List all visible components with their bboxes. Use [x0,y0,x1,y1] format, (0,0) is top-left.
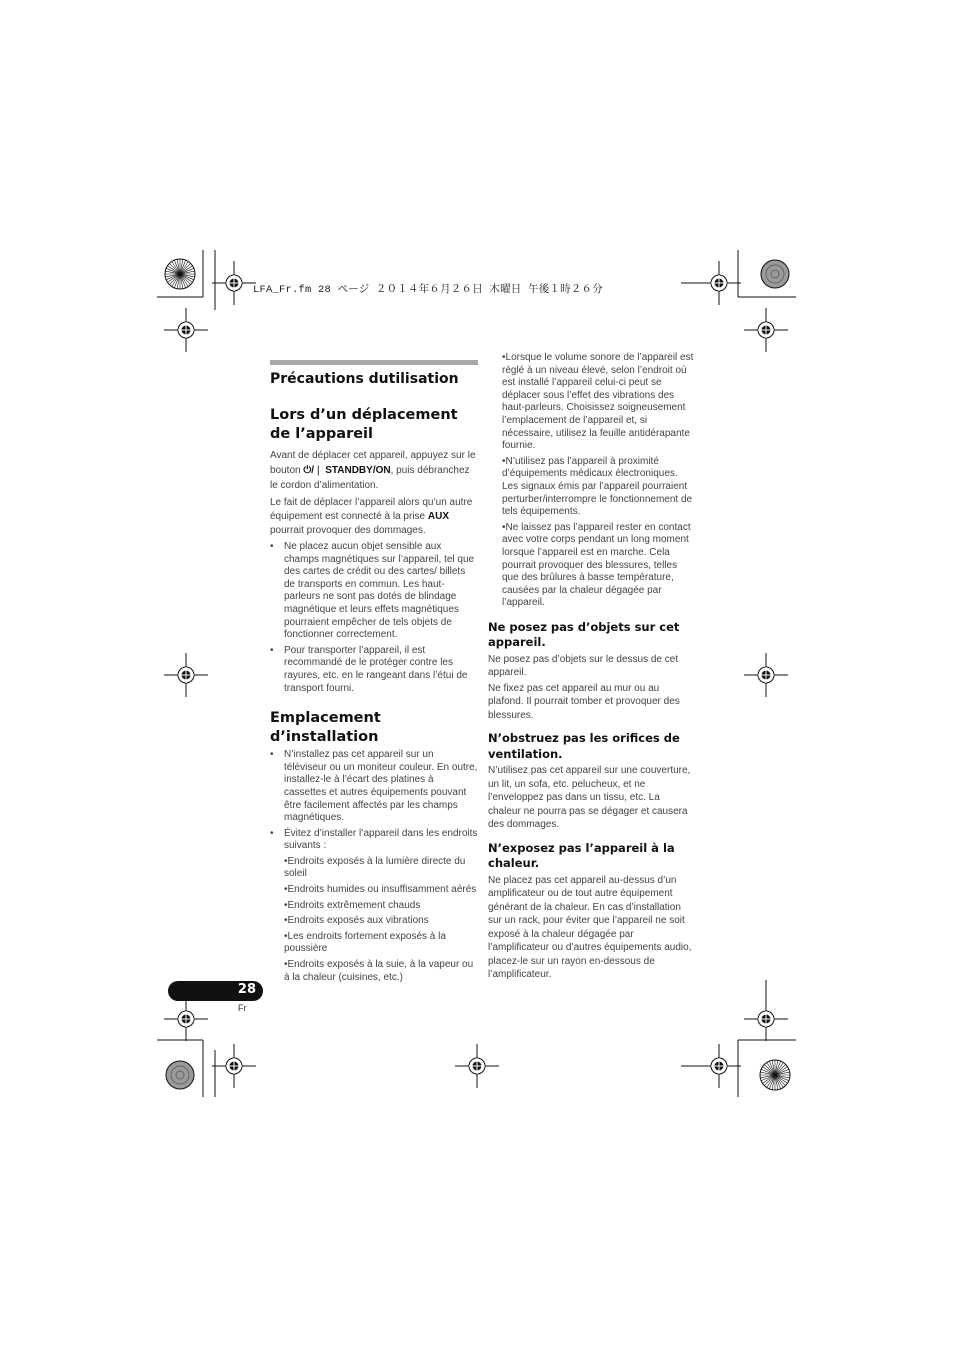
section-title: Précautions dutilisation [270,371,459,387]
objects-heading: Ne posez pas d’objets sur cet appareil. [488,619,680,650]
right-top-items [488,352,694,610]
list-item: • N’installez pas cet appareil sur un téléviseur ou un moniteur couleur. En outre, installez-le à l’écart des platines à cassettes et autres équipements pouvant être facilement affectés par les champs magnétiques. [270,749,478,825]
list-item: •Ne laissez pas l’appareil rester en contact avec votre corps pendant un long moment lorsque l’appareil est en marche. Cela pourrait provoquer des blessures, telles que des brûlures à basse température, causées par la chaleur dégagée par l’appareil. [502,521,691,609]
power-icon: ⏻/❘ [303,465,323,476]
move-p1-text-end: , puis débranchez le cordon d’alimentation. [270,465,470,491]
list-item: •Endroits humides ou insuffisamment aérés [284,884,477,896]
page-number: 28 [237,982,256,997]
list-item: • Pour transporter l’appareil, il est recommandé de le protéger contre les rayures, etc. en le rangeant dans l’étui de transport fourni. [270,645,478,695]
move-heading: Lors d’un déplacement de l’appareil [270,407,458,442]
right-column [488,352,694,982]
language-code: Fr [238,1003,247,1013]
install-bullets [270,749,478,853]
list-item: •Endroits exposés à la lumière directe du soleil [284,855,466,880]
move-p2-text-end: pourrait provoquer des dommages. [270,525,426,536]
move-bullets [270,541,478,695]
vent-heading: N’obstruez pas les orifices de ventilation. [488,731,680,761]
move-p1-text: Avant de déplacer cet appareil, appuyez sur le bouton [270,450,476,476]
list-item: •N’utilisez pas l’appareil à proximité d’équipements médicaux électroniques. Les signaux émis par l’appareil pourraient perturber/interrompre le fonctionnement de tels équipements. [502,455,693,518]
aux-key: AUX [427,511,450,522]
list-item: •Lorsque le volume sonore de l’appareil est réglé à un niveau élevé, selon l’endroit où est installé l’appareil celui-ci peut se déplacer sous l’effet des vibrations des haut-parleurs. Choisissez soigneusement l’emplacement de l’appareil et, si nécessaire, utilisez la feuille antidérapante fournie. [502,352,694,452]
list-item: •Endroits extrêmement chauds [284,899,421,911]
vent-paragraph: N’utilisez pas cet appareil sur une couverture, un lit, un sofa, etc. pelucheux, et ne l’enveloppez pas dans un tissu, etc. La chaleur ne pourra pas se dégager et causera des dommages. [488,765,691,831]
install-heading: Emplacement d’installation [270,710,381,746]
heat-heading: N’exposez pas l’appareil à la chaleur. [488,840,675,871]
left-column [270,360,478,984]
list-item: •Endroits exposés aux vibrations [284,915,429,927]
section-bar [270,360,478,365]
objects-paragraph-2: Ne fixez pas cet appareil au mur ou au plafond. Il pourrait tomber et provoquer des blessures. [488,682,680,721]
objects-paragraph-1: Ne posez pas d’objets sur le dessus de cet appareil. [488,653,679,679]
list-item: • Ne placez aucun objet sensible aux champs magnétiques sur l’appareil, tel que des cartes de crédit ou des cartes/ billets de transports en commun. Les haut-parleurs ne sont pas dotés de blindage magnétique et leurs effets magnétiques pourraient empêcher de tels objets de fonctionner correctement. [270,541,478,642]
list-item: •Les endroits fortement exposés à la poussière [284,930,446,955]
list-item: •Endroits exposés à la suie, à la vapeur ou à la chaleur (cuisines, etc.) [284,959,474,983]
standby-key: STANDBY/ON [325,465,391,476]
file-header-line: LFA_Fr.fm 28 ページ ２０１４年６月２６日 木曜日 午後１時２６分 [253,284,603,296]
move-paragraph-2 [270,496,478,538]
install-places [270,856,478,984]
heat-paragraph: Ne placez pas cet appareil au-dessus d’un amplificateur ou de tout autre équipement générant de la chaleur. En cas d’installation sur un rack, pour éviter que l’appareil ne soit exposé à la chaleur dégagée par l’amplificateur ou d’autres équipements audio, placez-le sur un rayon en-dessous de l’amplificateur. [488,874,692,981]
move-paragraph-1 [270,448,478,493]
move-p2-text: Le fait de déplacer l’appareil alors qu’un autre équipement est connecté à la prise [270,497,473,522]
list-item: • Évitez d’installer l’appareil dans les endroits suivants : [270,828,478,853]
